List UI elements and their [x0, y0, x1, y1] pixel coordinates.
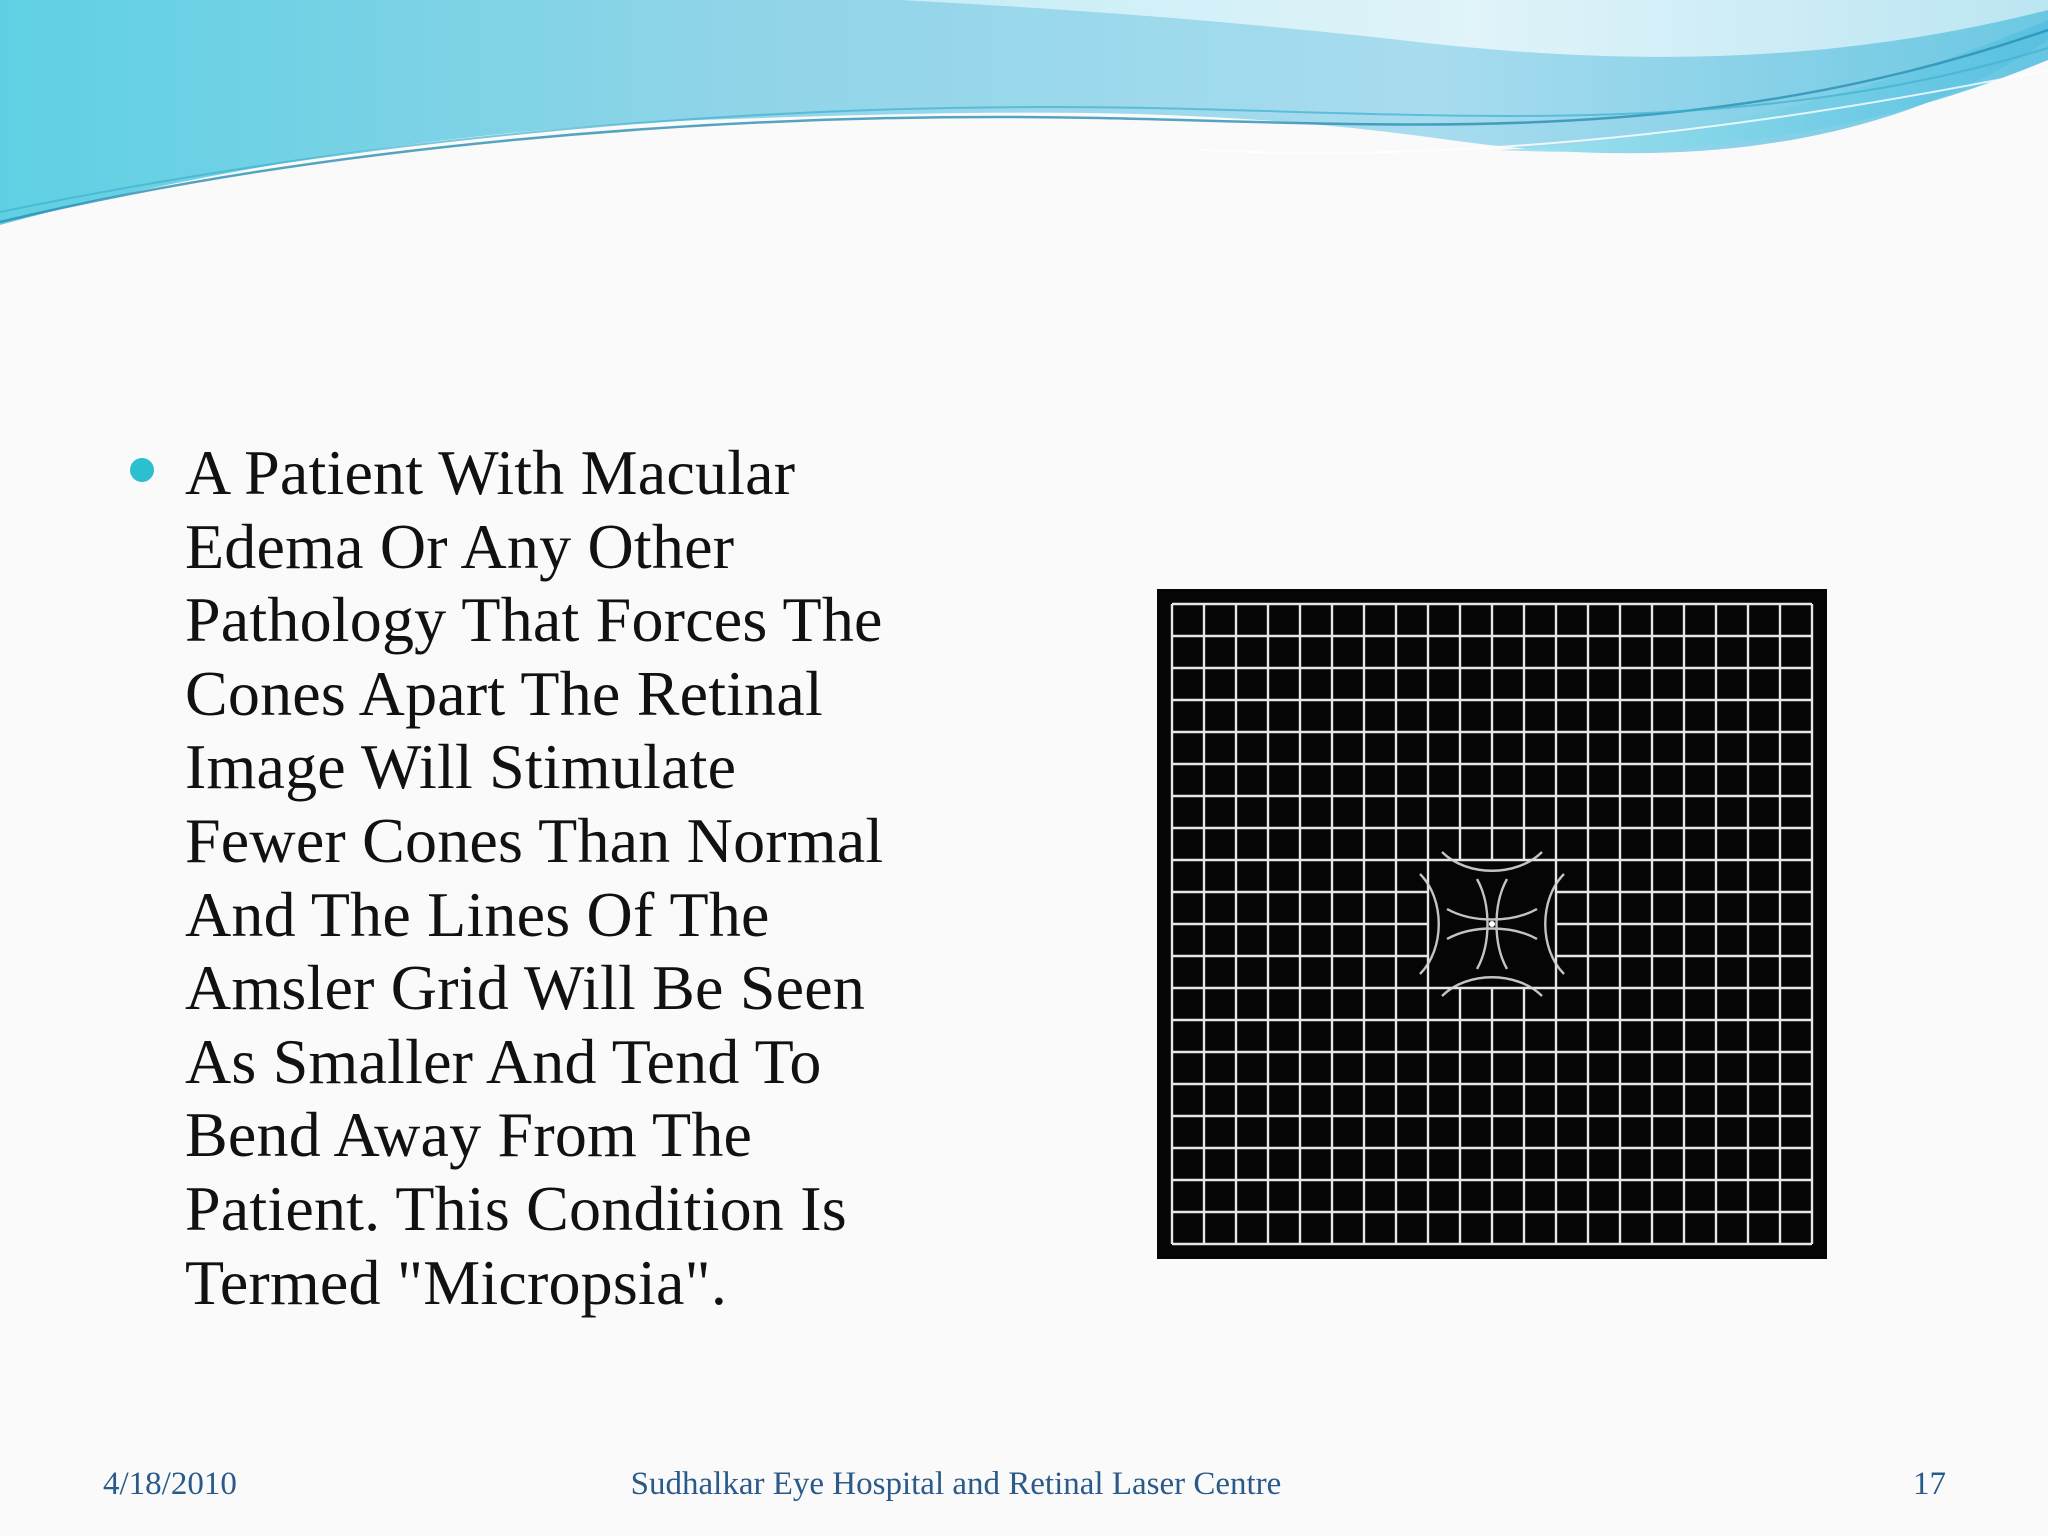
bullet-dot-icon	[130, 458, 154, 482]
bullet-line: And The Lines Of The	[185, 878, 770, 950]
bullet-line: Amsler Grid Will Be Seen	[185, 952, 866, 1024]
bullet-text	[130, 436, 1030, 1319]
bullet-line: Termed "Micropsia".	[185, 1246, 728, 1318]
amsler-grid-image	[1157, 589, 1827, 1259]
bullet-line: Fewer Cones Than Normal	[185, 804, 884, 876]
bullet-line: Edema Or Any Other	[185, 510, 735, 582]
bullet-line: Image Will Stimulate	[185, 731, 737, 803]
bullet-line: Patient. This Condition Is	[185, 1172, 847, 1244]
footer-page-number: 17	[1913, 1466, 1946, 1502]
amsler-grid-figure	[1157, 589, 1827, 1259]
bullet-line: Pathology That Forces The	[185, 584, 883, 656]
bullet-line: Cones Apart The Retinal	[185, 657, 823, 729]
amsler-center-dot	[1489, 921, 1495, 927]
bullet-line: A Patient With Macular	[185, 437, 796, 508]
footer-organization: Sudhalkar Eye Hospital and Retinal Laser Centre	[630, 1466, 1282, 1502]
footer-date: 4/18/2010	[103, 1466, 237, 1502]
bullet-line: Bend Away From The	[185, 1099, 753, 1171]
bullet-block	[130, 436, 1030, 1319]
bullet-line: As Smaller And Tend To	[185, 1025, 822, 1097]
decorative-wave-header	[0, 0, 2048, 240]
